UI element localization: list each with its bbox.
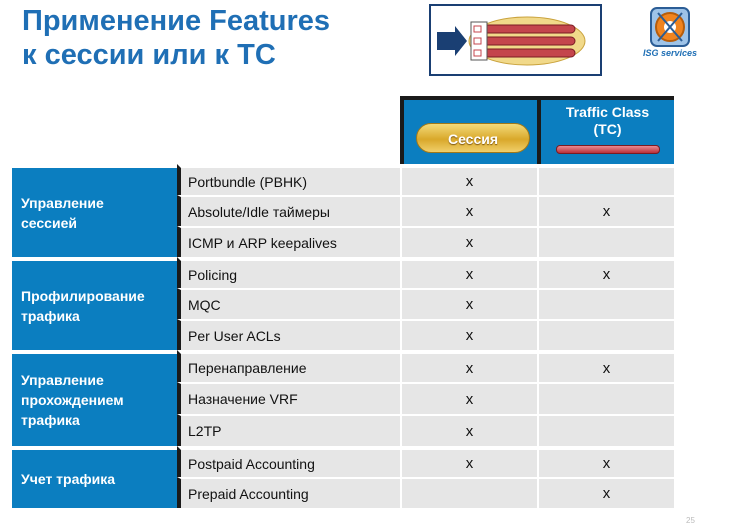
category-label: Профилирование [21, 287, 145, 304]
category-label: прохождением [21, 392, 124, 408]
feature-name: L2TP [177, 414, 400, 446]
slide-title [22, 4, 330, 72]
tc-mark: x [537, 477, 674, 508]
session-bundle-icon [431, 6, 600, 74]
feature-name: Absolute/Idle таймеры [177, 195, 400, 226]
tc-mark [537, 382, 674, 414]
session-mark: x [400, 382, 537, 414]
session-mark: x [400, 350, 537, 382]
title-line-1: Применение Features [22, 5, 331, 37]
session-column-header [400, 96, 537, 164]
feature-name: Postpaid Accounting [177, 446, 400, 477]
tc-mark [537, 319, 674, 350]
session-mark: x [400, 414, 537, 446]
session-mark: x [400, 319, 537, 350]
traffic-class-bar-icon [556, 145, 660, 154]
category-cell [12, 446, 177, 508]
isg-services-label: ISG services [642, 48, 698, 58]
tc-mark [537, 226, 674, 257]
tc-column-header [537, 96, 674, 164]
session-mark [400, 477, 537, 508]
feature-name: Назначение VRF [177, 382, 400, 414]
tc-mark: x [537, 195, 674, 226]
tc-mark [537, 164, 674, 195]
feature-name: Portbundle (PBHK) [177, 164, 400, 195]
tc-label-line-2: (TC) [593, 121, 622, 137]
session-mark: x [400, 288, 537, 319]
category-label: трафика [21, 307, 80, 324]
category-label: Учет трафика [21, 471, 116, 487]
isg-services-logo [636, 4, 704, 66]
table-row [12, 350, 674, 382]
feature-name: Policing [177, 257, 400, 288]
page-number: 25 [686, 516, 695, 525]
session-mark: x [400, 446, 537, 477]
tc-mark [537, 288, 674, 319]
header-blank [12, 96, 400, 164]
tc-mark [537, 414, 674, 446]
tc-mark: x [537, 257, 674, 288]
feature-name: ICMP и ARP keepalives [177, 226, 400, 257]
session-mark: x [400, 164, 537, 195]
features-table [12, 96, 674, 508]
session-mark: x [400, 226, 537, 257]
session-label: Сессия [416, 123, 530, 153]
table-header-row [12, 96, 674, 164]
category-label: Управление [21, 372, 104, 388]
category-cell [12, 164, 177, 257]
category-label: Управление [21, 194, 104, 211]
session-diagram-image [429, 4, 602, 76]
title-line-2: к сессии или к TC [22, 39, 276, 71]
category-label: сессией [21, 214, 77, 231]
category-cell [12, 350, 177, 446]
table-row [12, 257, 674, 288]
session-mark: x [400, 195, 537, 226]
feature-name: Перенаправление [177, 350, 400, 382]
tc-mark: x [537, 446, 674, 477]
category-label: трафика [21, 412, 80, 428]
session-mark: x [400, 257, 537, 288]
table-row [12, 446, 674, 477]
isg-gear-icon [636, 4, 704, 50]
category-cell [12, 257, 177, 350]
feature-name: Per User ACLs [177, 319, 400, 350]
table-row [12, 164, 674, 195]
tc-label-line-1: Traffic Class [565, 104, 650, 120]
tc-mark: x [537, 350, 674, 382]
feature-name: Prepaid Accounting [177, 477, 400, 508]
feature-name: MQC [177, 288, 400, 319]
